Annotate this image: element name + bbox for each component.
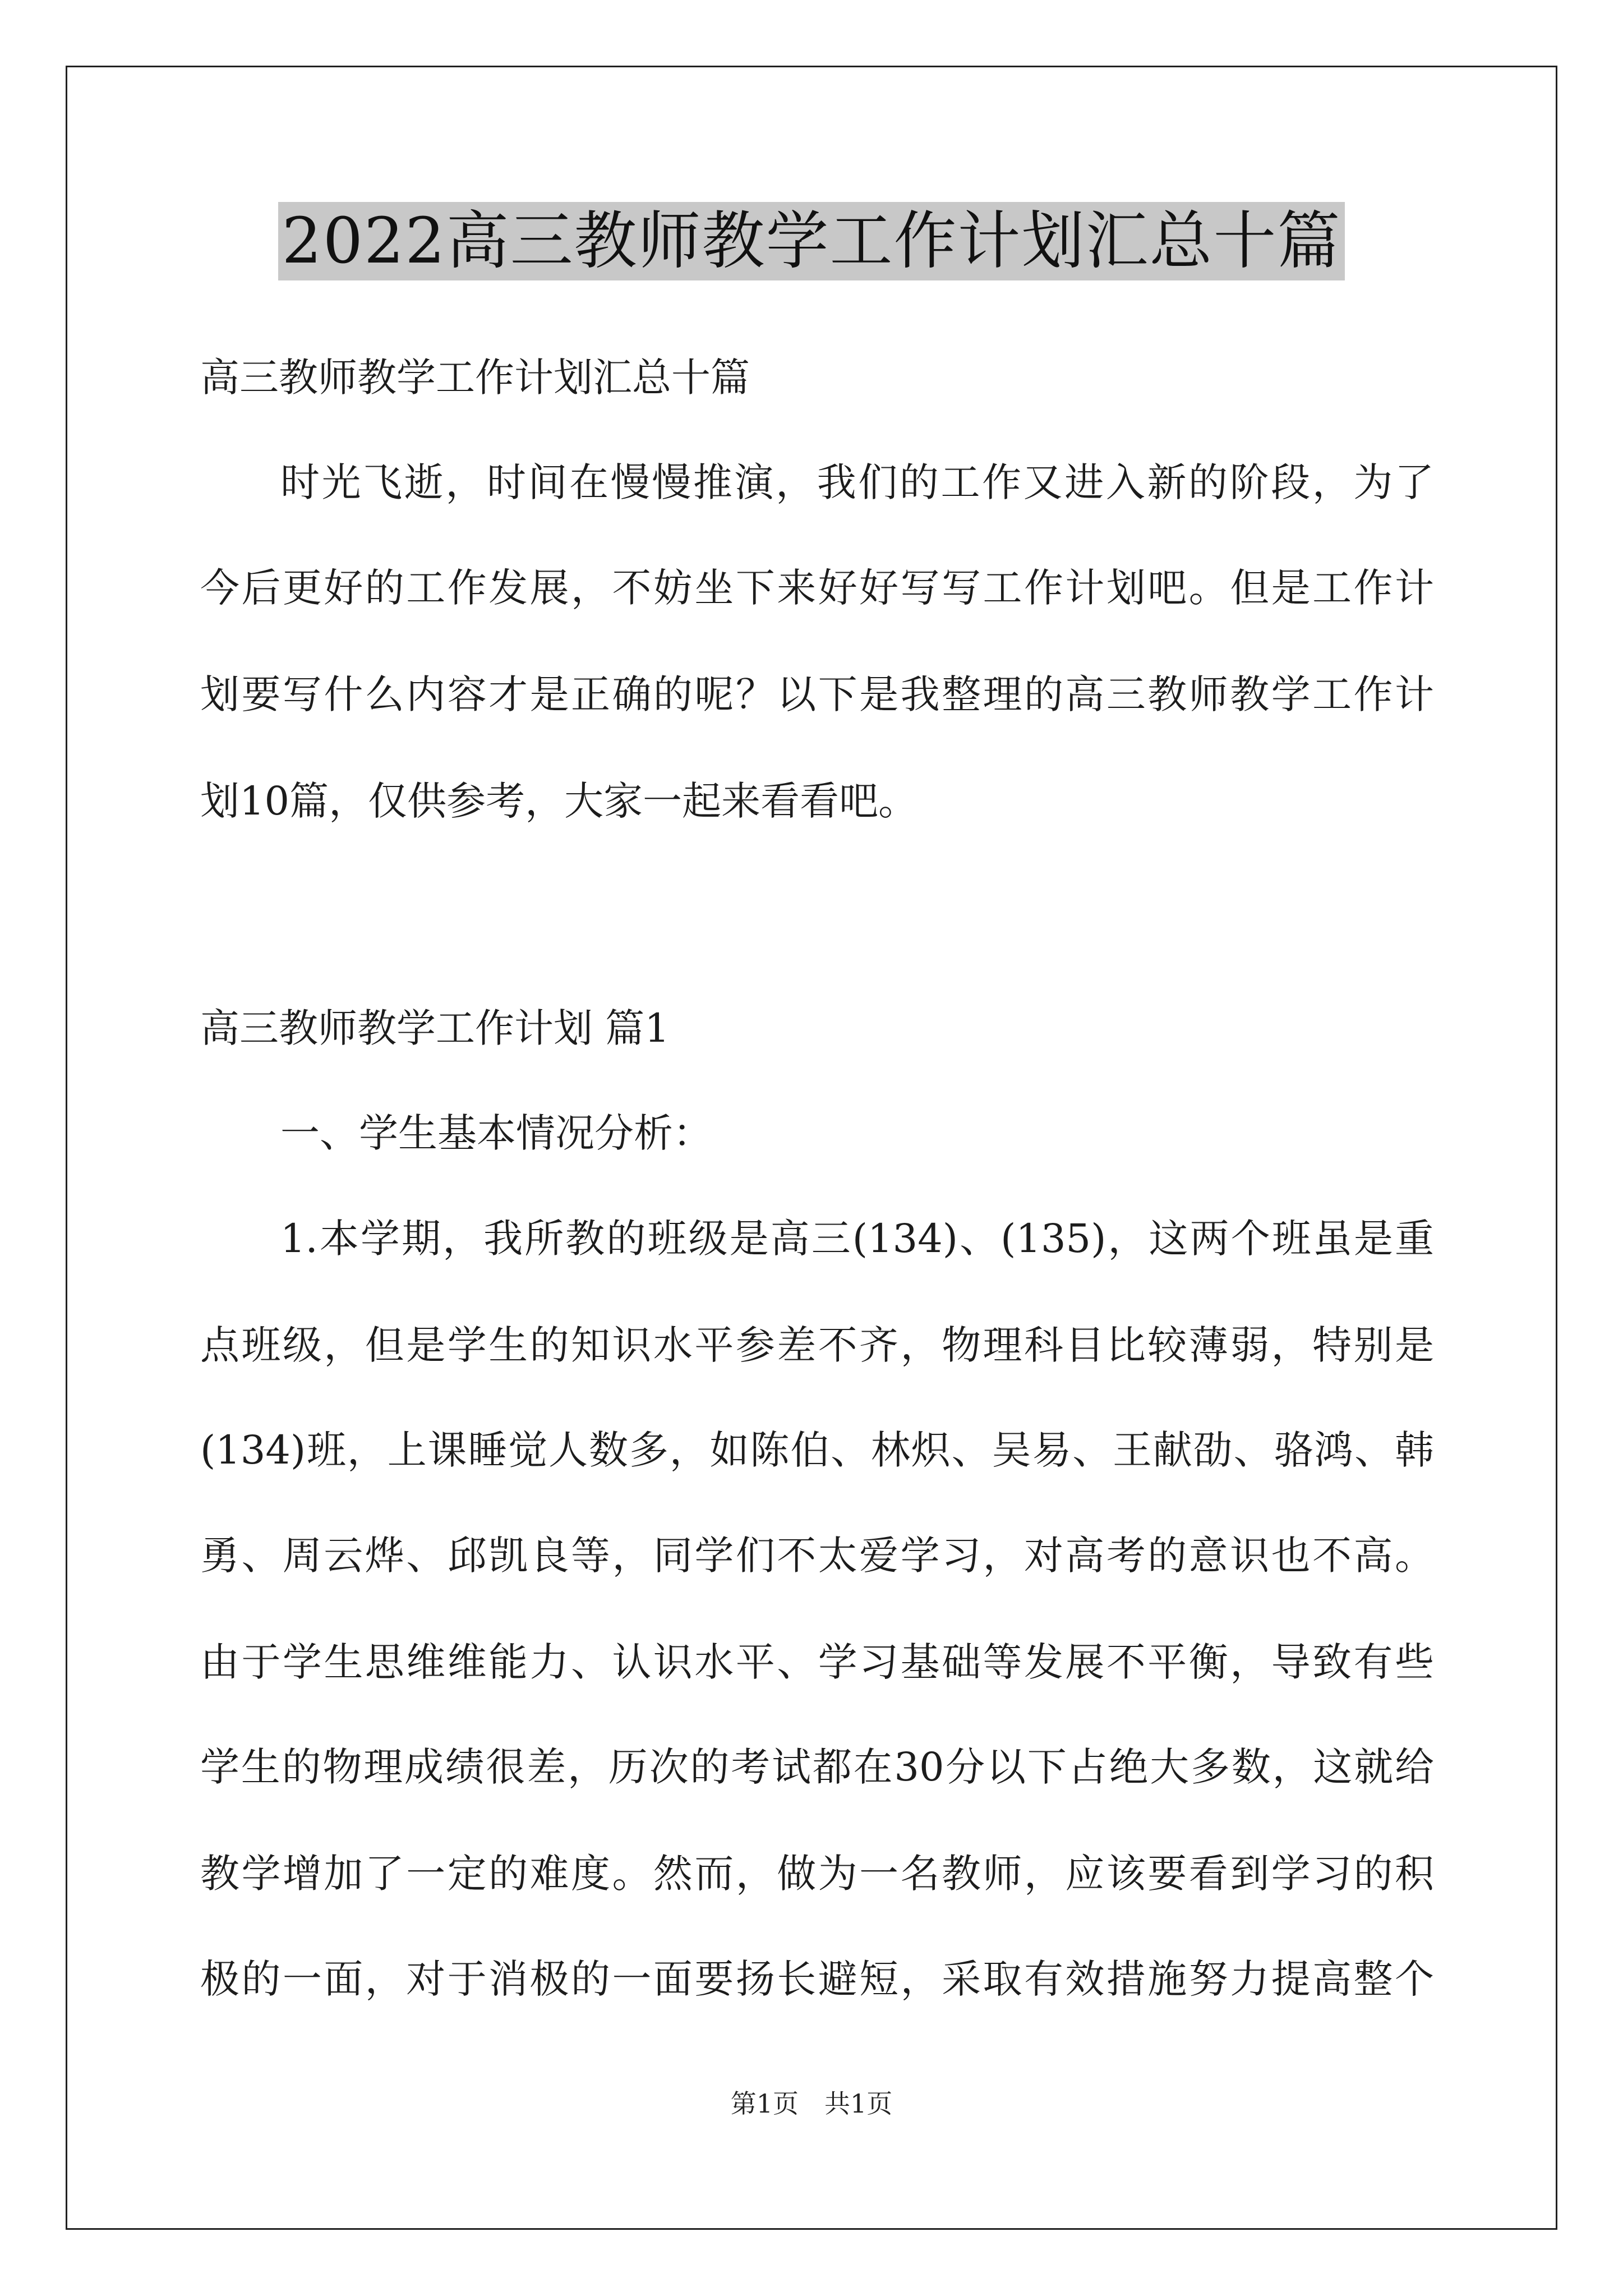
intro-line-4: 划10篇，仅供参考，大家一起来看看吧。 [200,778,918,824]
title-container [0,202,1623,280]
intro-line-3: 划要写什么内容才是正确的呢？以下是我整理的高三教师教学工作计 [200,671,1434,717]
section-heading: 高三教师教学工作计划 篇1 [200,1005,670,1051]
body-line-2: 点班级，但是学生的知识水平参差不齐，物理科目比较薄弱，特别是 [200,1322,1434,1368]
document-subtitle: 高三教师教学工作计划汇总十篇 [200,355,750,401]
body-line-3: (134)班，上课睡觉人数多，如陈伯、林炽、吴易、王献劭、骆鸿、韩 [200,1427,1434,1473]
intro-line-1: 时光飞逝，时间在慢慢推演，我们的工作又进入新的阶段，为了 [280,459,1434,505]
section-subheading: 一、学生基本情况分析： [280,1110,712,1156]
intro-line-2: 今后更好的工作发展，不妨坐下来好好写写工作计划吧。但是工作计 [200,565,1434,611]
document-title: 2022高三教师教学工作计划汇总十篇 [278,202,1344,280]
page-footer: 第1页 共1页 [730,2088,893,2119]
body-line-7: 教学增加了一定的难度。然而，做为一名教师，应该要看到学习的积 [200,1851,1434,1897]
body-line-4: 勇、周云烨、邱凯良等，同学们不太爱学习，对高考的意识也不高。 [200,1533,1434,1579]
body-line-5: 由于学生思维维能力、认识水平、学习基础等发展不平衡，导致有些 [200,1639,1434,1685]
body-line-1: 1.本学期，我所教的班级是高三(134)、(135)，这两个班虽是重 [280,1216,1434,1262]
body-line-6: 学生的物理成绩很差，历次的考试都在30分以下占绝大多数，这就给 [200,1744,1434,1790]
body-line-8: 极的一面，对于消极的一面要扬长避短，采取有效措施努力提高整个 [200,1956,1434,2002]
